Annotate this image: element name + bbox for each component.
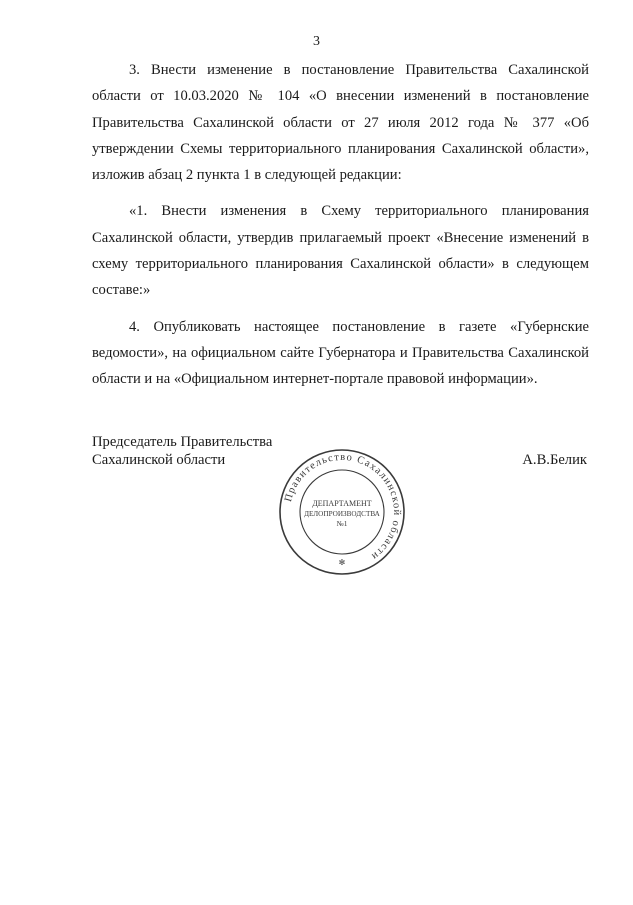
page-number: 3: [313, 34, 320, 49]
seal-center-line3: №1: [336, 519, 348, 528]
paragraph-quoted-amendment: «1. Внести изменения в Схему территориального планирования Сахалинской области, утвердив прилагаемый проект «Внесение изменений в схему территориального планирования Сахалинской области» в следующем составе:»: [92, 203, 589, 299]
paragraph-item-4: 4. Опубликовать настоящее постановление в газете «Губернские ведомости», на официальном сайте Губернатора и Правительства Сахалинской области и на «Официальном интернет-портале правовой информации».: [92, 318, 589, 388]
paragraph-item-3: 3. Внести изменение в постановление Правительства Сахалинской области от 10.03.2020 № 104 «О внесении изменений в постановление Правительства Сахалинской области от 27 июля 2012 года № 377 «Об утверждении Схемы территориального планирования Сахалинской области», изложив абзац 2 пункта 1 в следующей редакции:: [92, 62, 589, 184]
seal-ring-text: Правительство Сахалинской области: [283, 451, 403, 563]
signatory-title-line1: Председатель Правительства: [92, 434, 273, 450]
signatory-name: А.В.Белик: [522, 452, 587, 468]
signatory-title-line2: Сахалинской области: [92, 452, 226, 468]
official-seal: [278, 448, 406, 576]
seal-star-icon: ✻: [338, 558, 346, 567]
document-body: [92, 57, 589, 393]
seal-center-line2: ДЕЛОПРОИЗВОДСТВА: [304, 510, 380, 518]
seal-center-line1: ДЕПАРТАМЕНТ: [312, 499, 372, 508]
